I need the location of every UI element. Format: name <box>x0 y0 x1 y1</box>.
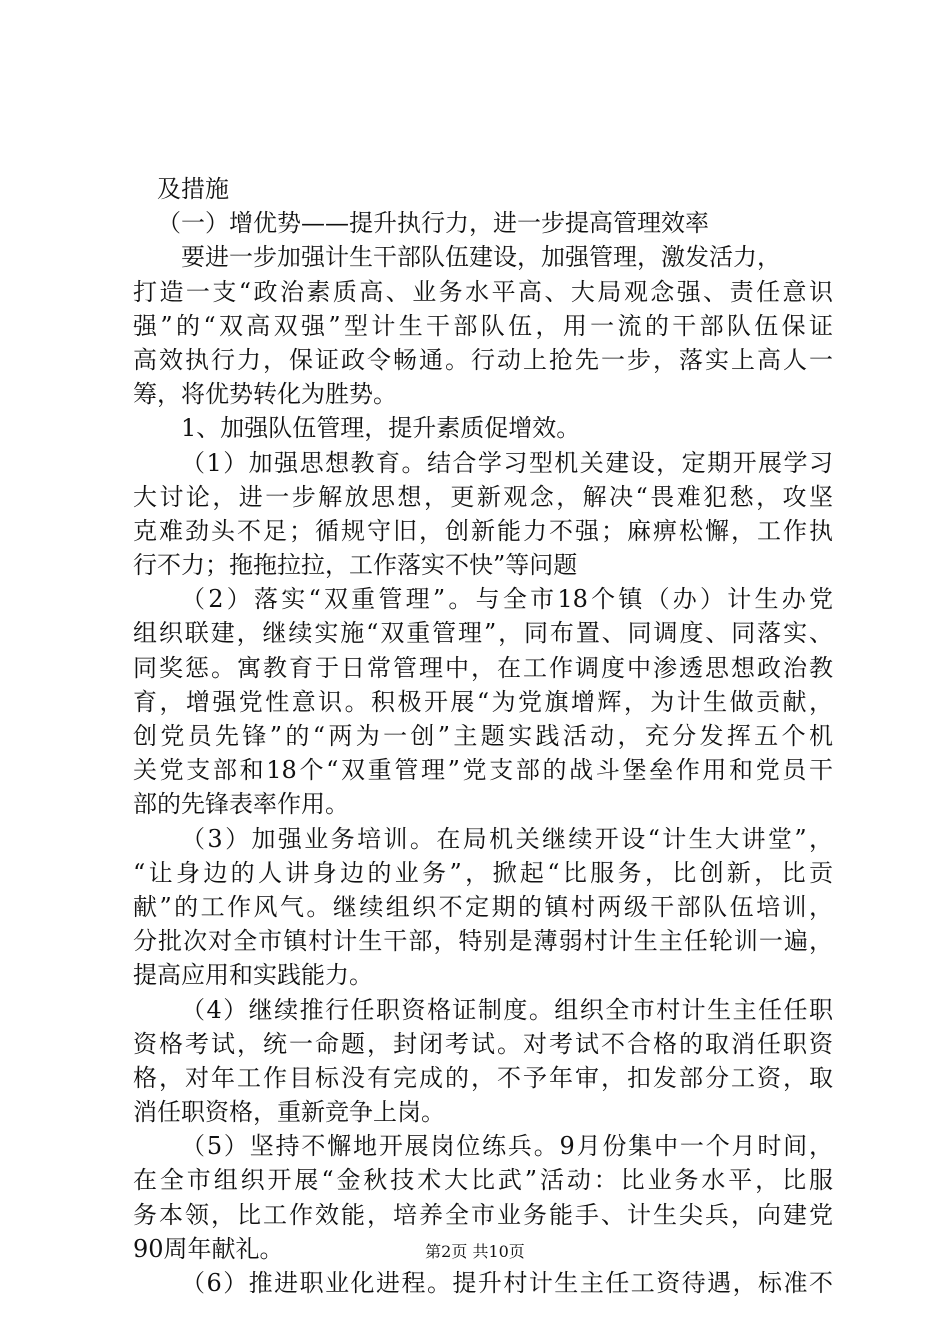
text-line: 分批次对全市镇村计生干部，特别是薄弱村计生主任轮训一遍， <box>133 927 833 956</box>
text-line: 务本领，比工作效能，培养全市业务能手、计生尖兵，向建党 <box>133 1200 833 1229</box>
text-line: 90周年献礼。 <box>133 1234 284 1263</box>
text-line: 及措施 <box>157 175 229 203</box>
text-line: 消任职资格，重新竞争上岗。 <box>133 1098 445 1127</box>
text-line: 1、加强队伍管理，提升素质促增效。 <box>181 414 581 443</box>
text-line: （一）增优势——提升执行力，进一步提高管理效率 <box>157 209 709 238</box>
text-line: 行不力；拖拖拉拉，工作落实不快”等问题 <box>133 551 578 580</box>
text-line: 献”的工作风气。继续组织不定期的镇村两级干部队伍培训， <box>133 892 833 921</box>
text-line: 组织联建，继续实施“双重管理”，同布置、同调度、同落实、 <box>133 619 833 648</box>
text-line: 克难劲头不足；循规守旧，创新能力不强；麻痹松懈，工作执 <box>133 516 833 545</box>
text-line: （4）继续推行任职资格证制度。组织全市村计生主任任职 <box>181 995 833 1024</box>
text-line: 格，对年工作目标没有完成的，不予年审，扣发部分工资，取 <box>133 1063 833 1092</box>
text-line: （3）加强业务培训。在局机关继续开设“计生大讲堂”， <box>181 824 833 853</box>
text-line: 打造一支“政治素质高、业务水平高、大局观念强、责任意识 <box>133 277 833 306</box>
page-footer: 第2页 共10页 <box>425 1242 525 1261</box>
text-line: 关党支部和18个“双重管理”党支部的战斗堡垒作用和党员干 <box>133 756 833 785</box>
text-line: 筹，将优势转化为胜势。 <box>133 380 397 409</box>
text-line: “让身边的人讲身边的业务”，掀起“比服务，比创新，比贡 <box>133 858 833 887</box>
text-line: 提高应用和实践能力。 <box>133 961 373 990</box>
text-line: 育，增强党性意识。积极开展“为党旗增辉，为计生做贡献， <box>133 687 833 716</box>
text-line: （5）坚持不懈地开展岗位练兵。9月份集中一个月时间， <box>181 1132 833 1161</box>
text-line: 部的先锋表率作用。 <box>133 790 349 819</box>
text-line: （1）加强思想教育。结合学习型机关建设，定期开展学习 <box>181 448 833 477</box>
text-line: 强”的“双高双强”型计生干部队伍，用一流的干部队伍保证 <box>133 311 833 340</box>
text-line: 高效执行力，保证政令畅通。行动上抢先一步，落实上高人一 <box>133 345 833 374</box>
text-line: 资格考试，统一命题，封闭考试。对考试不合格的取消任职资 <box>133 1029 833 1058</box>
text-line: 创党员先锋”的“两为一创”主题实践活动，充分发挥五个机 <box>133 722 833 750</box>
text-line: （6）推进职业化进程。提升村计生主任工资待遇，标准不 <box>181 1269 833 1297</box>
text-line: 同奖惩。寓教育于日常管理中，在工作调度中渗透思想政治教 <box>133 653 833 682</box>
text-line: 要进一步加强计生干部队伍建设，加强管理，激发活力， <box>181 243 781 272</box>
text-line: 大讨论，进一步解放思想，更新观念，解决“畏难犯愁，攻坚 <box>133 482 833 511</box>
text-line: （2）落实“双重管理”。与全市18个镇（办）计生办党 <box>181 585 833 614</box>
document-body <box>133 172 833 1300</box>
text-line: 在全市组织开展“金秋技术大比武”活动：比业务水平，比服 <box>133 1166 833 1195</box>
